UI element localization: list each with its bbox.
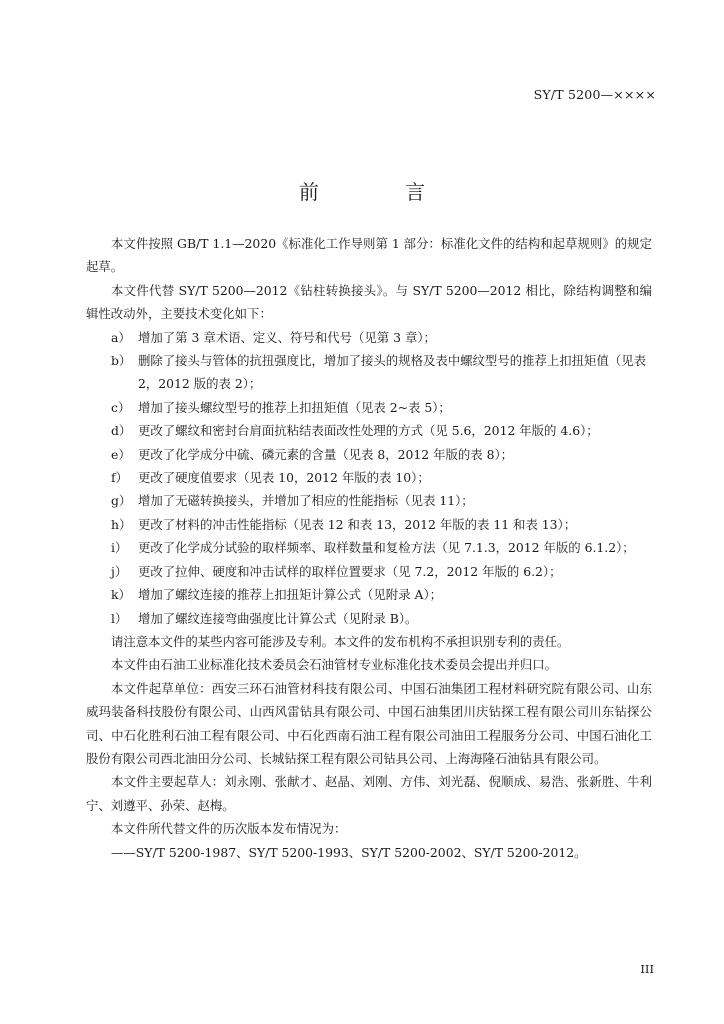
list-text: 增加了接头螺纹型号的推荐上扣扭矩值（见表 2~表 5）；	[138, 399, 451, 415]
list-text: 更改了化学成分中硫、磷元素的含量（见表 8，2012 年版的表 8）；	[138, 446, 514, 462]
page-title: 前 言	[298, 180, 466, 205]
paragraph-drafting-units: 本文件起草单位：西安三环石油管材科技有限公司、中国石油集团工程材料研究院有限公司、山东威玛装备科技股份有限公司、山西风雷钻具有限公司、中国石油集团川庆钻探工程有限公司川东钻探公司、中石化胜利石油工程有限公司、中石化西南石油工程有限公司油田工程服务分公司、中国石油化工股份有限公司西北油田分公司、长城钻探工程有限公司钻具公司、上海海隆石油钻具有限公司。	[86, 680, 652, 766]
paragraph-committee: 本文件由石油工业标准化技术委员会石油管材专业标准化技术委员会提出并归口。	[111, 657, 558, 673]
list-text: 更改了拉伸、硬度和冲击试样的取样位置要求（见 7.2，2012 年版的 6.2）；	[138, 563, 562, 579]
list-label: h）	[111, 516, 132, 532]
list-label: g）	[111, 493, 132, 509]
list-text: 更改了螺纹和密封台肩面抗粘结表面改性处理的方式（见 5.6，2012 年版的 4.6）；	[138, 423, 599, 439]
list-item	[86, 443, 652, 466]
list-label: c）	[111, 399, 131, 415]
paragraph-drafters: 本文件主要起草人：刘永刚、张献才、赵晶、刘刚、方伟、刘光磊、倪顺成、易浩、张新胜、牛利宁、刘遵平、孙荣、赵梅。	[86, 774, 652, 813]
list-label: e）	[111, 446, 131, 462]
list-text: 增加了螺纹连接的推荐上扣扭矩计算公式（见附录 A）；	[138, 587, 443, 603]
list-item	[86, 396, 652, 419]
list-item	[86, 419, 652, 442]
list-item	[86, 560, 652, 583]
list-text: 更改了化学成分试验的取样频率、取样数量和复检方法（见 7.1.3，2012 年版的 6.1.2）；	[138, 540, 635, 556]
list-item	[86, 326, 652, 349]
paragraph-basis: 本文件按照 GB/T 1.1—2020《标准化工作导则第 1 部分：标准化文件的结构和起草规则》的规定起草。	[86, 236, 652, 275]
list-label: j）	[111, 563, 128, 579]
paragraph-patent: 请注意本文件的某些内容可能涉及专利。本文件的发布机构不承担识别专利的责任。	[111, 633, 570, 649]
list-label: f）	[111, 470, 128, 486]
list-item	[86, 466, 652, 489]
standard-code: SY/T 5200—××××	[533, 87, 656, 102]
watermark: ✕	[350, 469, 403, 527]
document-body	[86, 232, 652, 864]
list-label: d）	[111, 423, 132, 439]
list-label: i）	[111, 540, 128, 556]
list-label: l）	[111, 610, 128, 626]
paragraph-replaces: 本文件代替 SY/T 5200—2012《钻柱转换接头》。与 SY/T 5200—2012 相比，除结构调整和编辑性改动外，主要技术变化如下：	[86, 282, 652, 322]
list-item	[86, 513, 652, 536]
list-item	[86, 536, 652, 559]
paragraph-history-intro: 本文件所代替文件的历次版本发布情况为：	[111, 821, 347, 837]
list-label: a）	[111, 329, 131, 345]
list-label: b）	[111, 353, 132, 369]
list-item	[86, 583, 652, 606]
page-number: III	[640, 962, 654, 976]
list-text: 更改了材料的冲击性能指标（见表 12 和表 13，2012 年版的表 11 和表 13）；	[138, 516, 577, 532]
list-text: 增加了无磁转换接头，并增加了相应的性能指标（见表 11）；	[138, 493, 474, 509]
list-text: 增加了第 3 章术语、定义、符号和代号（见第 3 章）；	[138, 329, 436, 345]
list-text: 删除了接头与管体的抗扭强度比，增加了接头的规格及表中螺纹型号的推荐上扣扭矩值（见表 2，2012 版的表 2）；	[138, 353, 647, 392]
list-item	[86, 607, 652, 630]
list-item	[86, 349, 652, 396]
list-text: 增加了螺纹连接弯曲强度比计算公式（见附录 B）。	[138, 610, 418, 626]
paragraph-history-list: ——SY/T 5200-1987、SY/T 5200-1993、SY/T 5200-2002、SY/T 5200-2012。	[111, 844, 587, 860]
list-label: k）	[111, 587, 131, 603]
list-text: 更改了硬度值要求（见表 10，2012 年版的表 10）；	[138, 470, 430, 486]
list-item	[86, 489, 652, 512]
